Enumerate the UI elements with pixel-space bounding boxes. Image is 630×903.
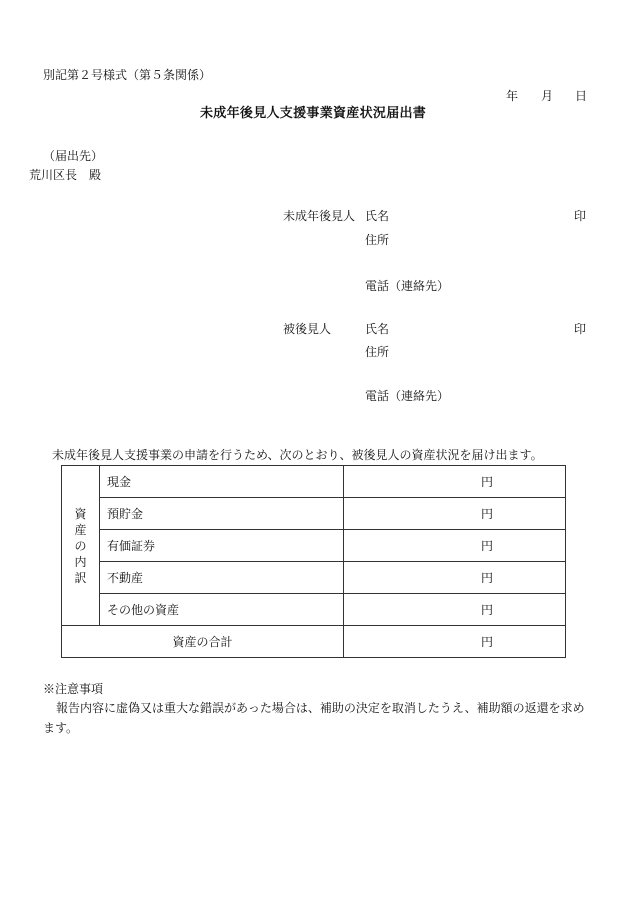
assets-category-label: 資産の内訳 bbox=[74, 506, 87, 585]
notes-line-1: 報告内容に虚偽又は重大な錯誤があった場合は、補助の決定を取消したうえ、補助額の返還を求め bbox=[56, 701, 585, 715]
asset-item-securities: 有価証券 bbox=[100, 530, 344, 562]
ward-name-label: 氏名 bbox=[365, 322, 390, 336]
date-day-label: 日 bbox=[575, 89, 588, 103]
table-row bbox=[62, 594, 566, 626]
table-row bbox=[62, 562, 566, 594]
table-row bbox=[62, 626, 566, 658]
date-year-label: 年 bbox=[506, 89, 519, 103]
table-row bbox=[62, 498, 566, 530]
guardian-phone-label: 電話（連絡先） bbox=[365, 279, 450, 293]
table-row bbox=[62, 466, 566, 498]
recipient-label: （届出先） bbox=[43, 149, 104, 163]
guardian-name-label: 氏名 bbox=[365, 209, 390, 223]
ward-role-label: 被後見人 bbox=[283, 322, 332, 336]
asset-item-cash: 現金 bbox=[100, 466, 344, 498]
notes-line-2: ます。 bbox=[43, 721, 79, 735]
notes-heading: ※注意事項 bbox=[43, 682, 104, 696]
asset-amount-securities[interactable]: 円 bbox=[344, 530, 566, 562]
guardian-seal-mark: 印 bbox=[574, 209, 587, 223]
ward-phone-label: 電話（連絡先） bbox=[365, 389, 450, 403]
asset-item-other: その他の資産 bbox=[100, 594, 344, 626]
asset-amount-real-estate[interactable]: 円 bbox=[344, 562, 566, 594]
assets-category-cell bbox=[62, 466, 100, 626]
asset-amount-savings[interactable]: 円 bbox=[344, 498, 566, 530]
document-title: 未成年後見人支援事業資産状況届出書 bbox=[200, 106, 427, 121]
ward-address-label: 住所 bbox=[365, 345, 390, 359]
asset-amount-cash[interactable]: 円 bbox=[344, 466, 566, 498]
table-row bbox=[62, 530, 566, 562]
asset-item-savings: 預貯金 bbox=[100, 498, 344, 530]
date-month-label: 月 bbox=[541, 89, 554, 103]
asset-amount-other[interactable]: 円 bbox=[344, 594, 566, 626]
asset-total-amount[interactable]: 円 bbox=[344, 626, 566, 658]
guardian-role-label: 未成年後見人 bbox=[283, 209, 356, 223]
declaration-text: 未成年後見人支援事業の申請を行うため、次のとおり、被後見人の資産状況を届け出ます。 bbox=[52, 448, 543, 462]
asset-total-label: 資産の合計 bbox=[62, 626, 344, 658]
asset-item-real-estate: 不動産 bbox=[100, 562, 344, 594]
form-number: 別記第２号様式（第５条関係） bbox=[43, 68, 212, 82]
recipient-name: 荒川区長 殿 bbox=[29, 168, 102, 182]
guardian-address-label: 住所 bbox=[365, 233, 390, 247]
assets-table bbox=[61, 465, 566, 658]
ward-seal-mark: 印 bbox=[574, 322, 587, 336]
